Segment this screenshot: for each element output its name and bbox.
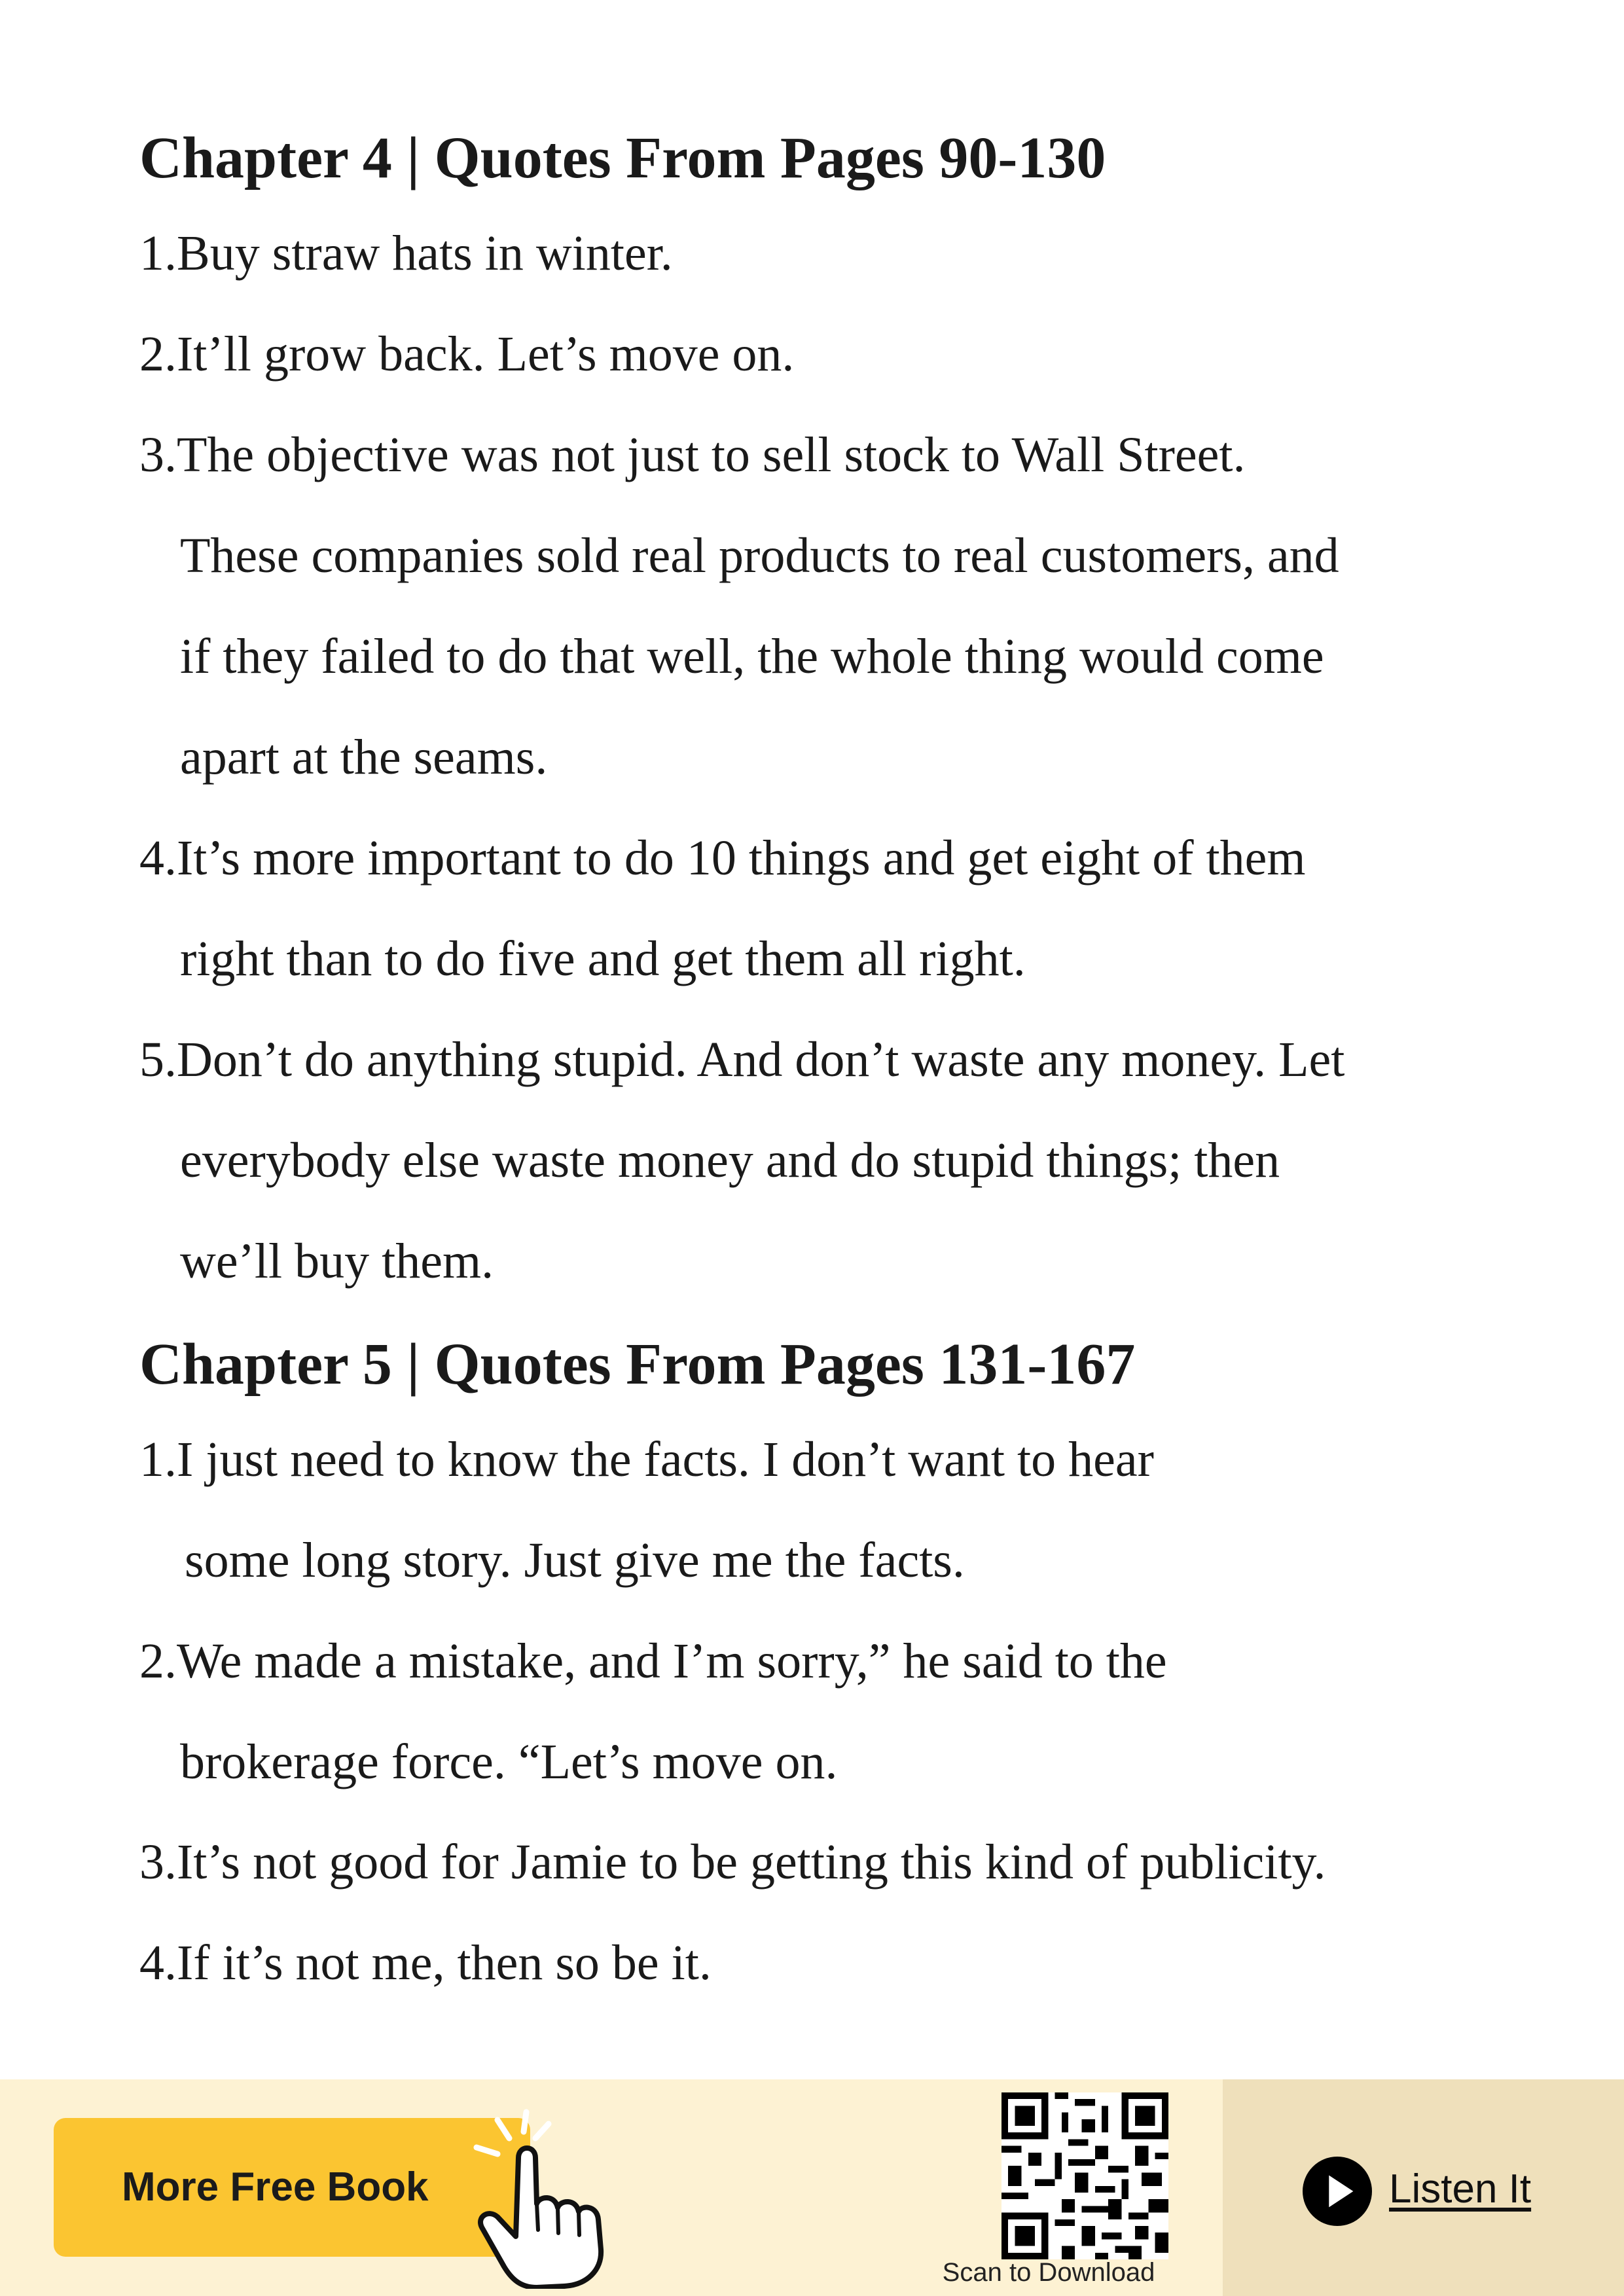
pointing-hand-icon bbox=[458, 2099, 628, 2289]
quote-line: 2.It’ll grow back. Let’s move on. bbox=[139, 327, 795, 382]
qr-code bbox=[1001, 2092, 1168, 2259]
quote-line: if they failed to do that well, the whole thing would come bbox=[180, 629, 1324, 684]
listen-it-label: Listen It bbox=[1389, 2166, 1532, 2212]
footer-bar bbox=[0, 2079, 1624, 2296]
quote-line: apart at the seams. bbox=[180, 730, 548, 785]
quote-line: 4.If it’s not me, then so be it. bbox=[139, 1935, 712, 1990]
quote-line: 2.We made a mistake, and I’m sorry,” he said to the bbox=[139, 1634, 1167, 1689]
quote-line: These companies sold real products to real customers, and bbox=[180, 528, 1339, 583]
quote-line: 3.It’s not good for Jamie to be getting this kind of publicity. bbox=[139, 1835, 1326, 1890]
quote-line: some long story. Just give me the facts. bbox=[185, 1533, 965, 1588]
quote-line: brokerage force. “Let’s move on. bbox=[180, 1734, 838, 1789]
scan-to-download-label: Scan to Download bbox=[942, 2258, 1155, 2287]
more-free-book-label: More Free Book bbox=[122, 2164, 429, 2210]
chapter-4-heading: Chapter 4 | Quotes From Pages 90-130 bbox=[139, 126, 1106, 190]
quote-line: 4.It’s more important to do 10 things and get eight of them bbox=[139, 831, 1306, 886]
quote-line: 1.Buy straw hats in winter. bbox=[139, 226, 673, 281]
quote-line: 1.I just need to know the facts. I don’t want to hear bbox=[139, 1432, 1154, 1487]
quote-line: 3.The objective was not just to sell stock to Wall Street. bbox=[139, 427, 1246, 482]
listen-it-button[interactable] bbox=[1303, 2151, 1564, 2230]
play-icon bbox=[1303, 2157, 1372, 2226]
chapter-5-heading: Chapter 5 | Quotes From Pages 131-167 bbox=[139, 1332, 1136, 1397]
quote-line: right than to do five and get them all right. bbox=[180, 931, 1026, 986]
quote-line: we’ll buy them. bbox=[180, 1234, 494, 1289]
quote-line: 5.Don’t do anything stupid. And don’t waste any money. Let bbox=[139, 1032, 1345, 1087]
quote-line: everybody else waste money and do stupid things; then bbox=[180, 1133, 1280, 1188]
